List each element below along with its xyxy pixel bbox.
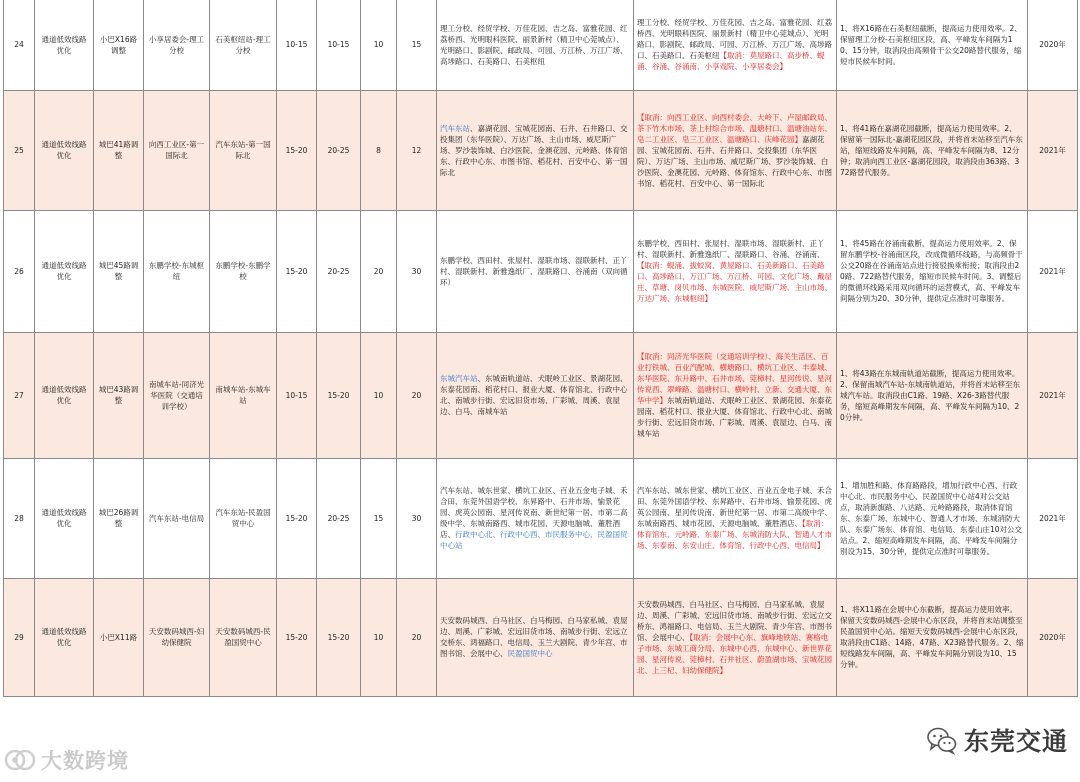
year-cell: 2021年 [1028,210,1078,332]
adjustment-notes-cell [837,458,1028,578]
original-route-cell [634,332,837,458]
offpeak-interval-cell: 15-20 [317,578,361,696]
route-stops-text: 东鹏学校、西田村、张屋村、湿联市场、湿联新村、正丫村、湿联新村、新雅逸纸厂、湿联路口、谷涌、谷涌南、 [637,239,825,259]
dashuju-logo-icon [4,745,36,775]
route-stops-text: 天安数码城西、白马社区、白马梅园、白马家私城、袁屋边、周溪、广彩城、宏远旧货市场、南城步行街、宏远立交桥东、鸿福路口、电信局、玉兰大剧院、青少年宫、市图书馆、会展中心、 [440,616,628,658]
route-stops-text: 嘉湖花园、宝城花园南、石井、石井路口、交投集团（东华医院）、万达广场、主山市场、威尼斯广场、罗沙装饰城、白沙医院、金澳花园、元岭路、体育馆东、行政中心东、市图书馆、稻花村、百安中心、第一国际北 [637,134,832,188]
cancelled-stops-text: 【取消：莫屋路口、高步桥、蜆涌、谷涌、谷涌南、小享戏院、小享居委会】 [637,51,825,72]
offpeak-interval-cell: 10-15 [317,0,361,90]
cancelled-stops-text: 【取消：体育馆东、元岭路、东泰广场、东城消防大队、智通人才市场、东泰南、东安山庄、体育馆、行政中心西、电信局】 [637,519,832,550]
adjustment-notes-cell [837,210,1028,332]
row-number-cell: 24 [4,0,35,90]
table-row [4,458,1078,578]
new-endpoints-cell: 南城车站-东城车站 [210,332,277,458]
new-endpoints-cell: 汽车东站-第一国际北 [210,90,277,210]
route-stops-text: 东鹏学校、西田村、张屋村、湿联市场、湿联新村、正丫村、湿联新村、新雅逸纸厂、湿联路口、谷涌南（双向循环） [440,255,628,287]
new-stop-text: 东城汽车站 [440,374,478,383]
mileage-cell: 10 [361,332,397,458]
route-name-cell: 城巴43路调整 [94,332,144,458]
peak-interval-cell: 15-20 [277,458,317,578]
row-number-cell: 25 [4,90,35,210]
cancelled-stops-text: 【取消：蜆涌、拔蛟窝、黄屋路口、石美新路口、石美路口、高埗路口、万江广场、万江桥、可园、文化广场、戴屋庄、草塘、岗贝市场、东城医院、威尼斯广场、主山市场、万达广场、东城枢纽】 [637,261,832,303]
adjustment-note-text: 1、将X11路在会展中心东截断，提高运力使用效率。保留天安数码城西-会展中心东区段，并将首末站调整至民盈国贸中心站。缩短天安数码城西-会展中心东区段，取消段由C1路、14路、47路、X23路替代服务。2、缩短线路发车间隔，高、平峰发车间隔分别设为10、15分钟。 [840,605,1024,669]
new-endpoints-cell: 天安数码城西-民盈国贸中心 [210,578,277,696]
stop-count-cell: 30 [397,210,437,332]
stop-count-cell: 20 [397,578,437,696]
adjustment-note-text: 1、增加胜和路、体育路路段，增加行政中心西、行政中心北、市民服务中心、民盈国贸中心站4对公交站点，取消新旗路、八达路、元岭路路段，取消体育馆东、东泰广场、东城中心、智通人才市场、东城消防大队、东泰广场东、体育馆、电信局、东泰山庄10对公交站点。2、缩短高峰期发车间隔，高、平峰发车间隔分别设为15、30分钟，提供定点准时可靠服务。 [840,480,1023,556]
cancelled-stops-text: 【取消：向西工业区、向西村委会、大岭下、卢屋邮政局、茶下竹木市场、茶上村综合市场、温塘村口、温塘油站东、皂二工业区、皂三工业区、温塘路口、庆峰花园】 [637,112,832,144]
route-name-cell: 小巴X11路 [94,578,144,696]
adjusted-route-cell [437,332,634,458]
adjust-type-cell: 通道低效线路优化 [35,458,94,578]
mileage-cell: 10 [361,578,397,696]
table-row [4,90,1078,210]
cancelled-stops-text: 【取消：同济光华医院（交通培训学校）、海关生活区、百业打铁城、百业汽配城、横塘路口、横坑工业区、丰泰城、东华医院、东升路中、石井市场、莞樟村、星河传说、星河传说西、翠峰路、温塘村口、横岭村、立新、交通大厦、东华中学】 [637,352,832,405]
original-route-cell [634,90,837,210]
adjustment-note-text: 1、将41路在嘉湖花园截断，提高运力使用效率。2、保留第一国际北-嘉湖花园区段，并将首末站移至汽车东站，缩短线路发车间隔，高、平峰发车间隔为8、12分钟；取消向西工业区-嘉湖花园段，取消段由363路、372路替代服务。 [840,123,1023,177]
table-row [4,0,1078,90]
route-stops-text: 理工分校、经贸学校、万佳花园、吉之岛、富雅花园、红荔桥西、光明眼科医院、丽景新村（精卫中心莞城点）、光明路口、影剧院、邮政局、可园、万江桥、万江广场、高埗路口、石美路口、石美枢纽 [440,23,628,66]
offpeak-interval-cell: 20-25 [317,210,361,332]
original-route-cell [634,210,837,332]
adjustment-notes-cell [837,90,1028,210]
year-cell: 2021年 [1028,90,1078,210]
route-name-cell: 城巴26路调整 [94,458,144,578]
year-cell: 2020年 [1028,578,1078,696]
cancelled-stops-text: 【取消：会展中心东、旗峰地铁站、赛格电子市场、东城工商分局、东城中心西、东城中心、新世界花园、星河传说、莞樟村、石井社区、蔚盈湖市场、宝城花园北、上三杞、妇幼保健院】 [637,632,832,675]
stop-count-cell: 30 [397,458,437,578]
mileage-cell: 10 [361,0,397,90]
adjustment-notes-cell [837,332,1028,458]
new-stop-text: 民盈国贸中心 [507,649,553,658]
adjusted-route-cell [437,90,634,210]
peak-interval-cell: 10-15 [277,0,317,90]
watermark-right-text: 东莞交通 [963,727,1068,756]
original-endpoints-cell: 小享居委会-理工分校 [144,0,210,90]
adjusted-route-cell [437,0,634,90]
adjusted-route-cell [437,210,634,332]
watermark-right [926,722,1068,758]
row-number-cell: 29 [4,578,35,696]
adjusted-route-cell [437,578,634,696]
route-adjustment-table [3,0,1078,697]
year-cell: 2021年 [1028,332,1078,458]
original-endpoints-cell: 天安数码城西-妇幼保健院 [144,578,210,696]
adjust-type-cell: 通道低效线路优化 [35,578,94,696]
adjust-type-cell: 通道低效线路优化 [35,210,94,332]
route-name-cell: 小巴X16路调整 [94,0,144,90]
table-row [4,210,1078,332]
offpeak-interval-cell: 20-25 [317,90,361,210]
new-stop-text: 汽车东站 [440,123,470,133]
original-endpoints-cell: 南城车站-同济光华医院（交通培训学校） [144,332,210,458]
row-number-cell: 28 [4,458,35,578]
watermark-left-text: 大数跨境 [41,749,129,773]
original-route-cell [634,0,837,90]
adjustment-note-text: 1、将X16路在石美枢纽截断，提高运力使用效率。2、保留理工分校-石美枢纽区段，高、平峰发车间隔为10、15分钟，取消段由高频骨干公交20路替代服务，缩短市民候车时间。 [840,23,1022,66]
mileage-cell: 15 [361,458,397,578]
wechat-icon [926,725,958,755]
stop-count-cell: 15 [397,0,437,90]
peak-interval-cell: 15-20 [277,90,317,210]
stop-count-cell: 12 [397,90,437,210]
adjustment-notes-cell [837,0,1028,90]
original-endpoints-cell: 向西工业区-第一国际北 [144,90,210,210]
original-endpoints-cell: 汽车东站-电信局 [144,458,210,578]
adjusted-route-cell [437,458,634,578]
route-stops-text: 理工分校、经贸学校、万佳花园、吉之岛、富雅花园、红荔桥西、光明眼科医院、丽景新村（精卫中心莞城点）、光明路口、影剧院、邮政局、可园、万江桥、万江广场、高埗路口、石美路口、石美枢纽 [637,18,832,61]
table-row [4,578,1078,696]
adjust-type-cell: 通道低效线路优化 [35,332,94,458]
adjust-type-cell: 通道低效线路优化 [35,90,94,210]
new-endpoints-cell: 石美枢纽站-理工分校 [210,0,277,90]
table-row [4,332,1078,458]
adjust-type-cell: 通道低效线路优化 [35,0,94,90]
original-route-cell [634,458,837,578]
adjustment-notes-cell [837,578,1028,696]
route-name-cell: 城巴45路调整 [94,210,144,332]
route-stops-text: 汽车东站、城东世家、横坑工业区、百业五金电子城、禾合田、东莞外国语学校、东昇路中、石井市场、愉景花园、虎英公园南、星河传说南、新世纪第一居、市第二高级中学、东城南路西、城市花园、天源电脑城、董胜酒店、 [440,486,628,539]
route-stops-text: 汽车东站、城东世家、横坑工业区、百业五金电子城、禾合田、东莞外国语学校、东昇路中、石井市场、愉景花园、虎英公园南、星河传说南、新世纪第一居、市第二高级中学、东城南路西、城市花园、天源电脑城、董胜酒店、 [637,486,832,528]
mileage-cell: 8 [361,90,397,210]
route-stops-text: 天安数码城西、白马社区、白马梅园、白马家私城、袁屋边、周溪、广彩城、宏远旧货市场、南城步行街、宏远立交桥东、鸿福路口、电信局、玉兰大剧院、青少年宫、市图书馆、会展中心、 [637,599,832,642]
watermark-left [4,742,129,778]
new-endpoints-cell: 东鹏学校-东鹏学校 [210,210,277,332]
offpeak-interval-cell: 15-20 [317,332,361,458]
original-route-cell [634,578,837,696]
route-stops-text: 东城南轨道站、犬眠岭工业区、景湖花园、东泰花园南、稻花村口、报业大厦、体育馆北、行政中心北、南城步行街、宏远旧货市场、广彩城、周溪、袁屋边、白马、南城车站 [637,396,832,438]
row-number-cell: 26 [4,210,35,332]
peak-interval-cell: 15-20 [277,210,317,332]
new-endpoints-cell: 汽车东站-民盈国贸中心 [210,458,277,578]
route-name-cell: 城巴41路调整 [94,90,144,210]
route-stops-text: 、嘉湖花园、宝城花园南、石井、石井路口、交投集团（东华医院）、万达广场、主山市场、威尼斯广场、罗沙装饰城、白沙医院、金澳花园、元岭路、体育馆东、行政中心东、市图书馆、稻花村、百安中心、第一国际北 [440,123,628,177]
offpeak-interval-cell: 20-25 [317,458,361,578]
peak-interval-cell: 15-20 [277,578,317,696]
route-stops-text: 、东城南轨道站、犬眠岭工业区、景湖花园、东泰花园南、稻花村口、报业大厦、体育馆北、行政中心北、南城步行街、宏远旧货市场、广彩城、周溪、袁屋边、白马、南城车站 [440,374,628,416]
year-cell: 2021年 [1028,458,1078,578]
row-number-cell: 27 [4,332,35,458]
adjustment-note-text: 1、将43路在东城南轨道站截断，提高运力使用效率。2、保留南城汽车站-东城南轨道站，并将首末站移至东城汽车站。取消段由C1路、19路、X26-3路替代服务，缩短高峰期发车间隔，高、平峰发车间隔为10、20分钟。 [840,368,1020,422]
mileage-cell: 20 [361,210,397,332]
year-cell: 2020年 [1028,0,1078,90]
peak-interval-cell: 10-15 [277,332,317,458]
original-endpoints-cell: 东鹏学校-东城枢纽 [144,210,210,332]
new-stop-text: 行政中心北、行政中心西、市民服务中心、民盈国贸中心站 [440,530,628,550]
stop-count-cell: 20 [397,332,437,458]
adjustment-note-text: 1、将45路在谷涌南截断，提高运力使用效率。2、保留东鹏学校-谷涌南区段，改成微循环线路，与高频骨干公交20路在谷涌南站点进行接驳换乘衔接；取消段由20路、722路替代服务，缩短市民候车时间。3、调整后的微循环线路采用双向循环的运营模式，高、平峰发车间隔分别为20、30分钟，提供定点准时可靠服务。 [840,239,1023,303]
